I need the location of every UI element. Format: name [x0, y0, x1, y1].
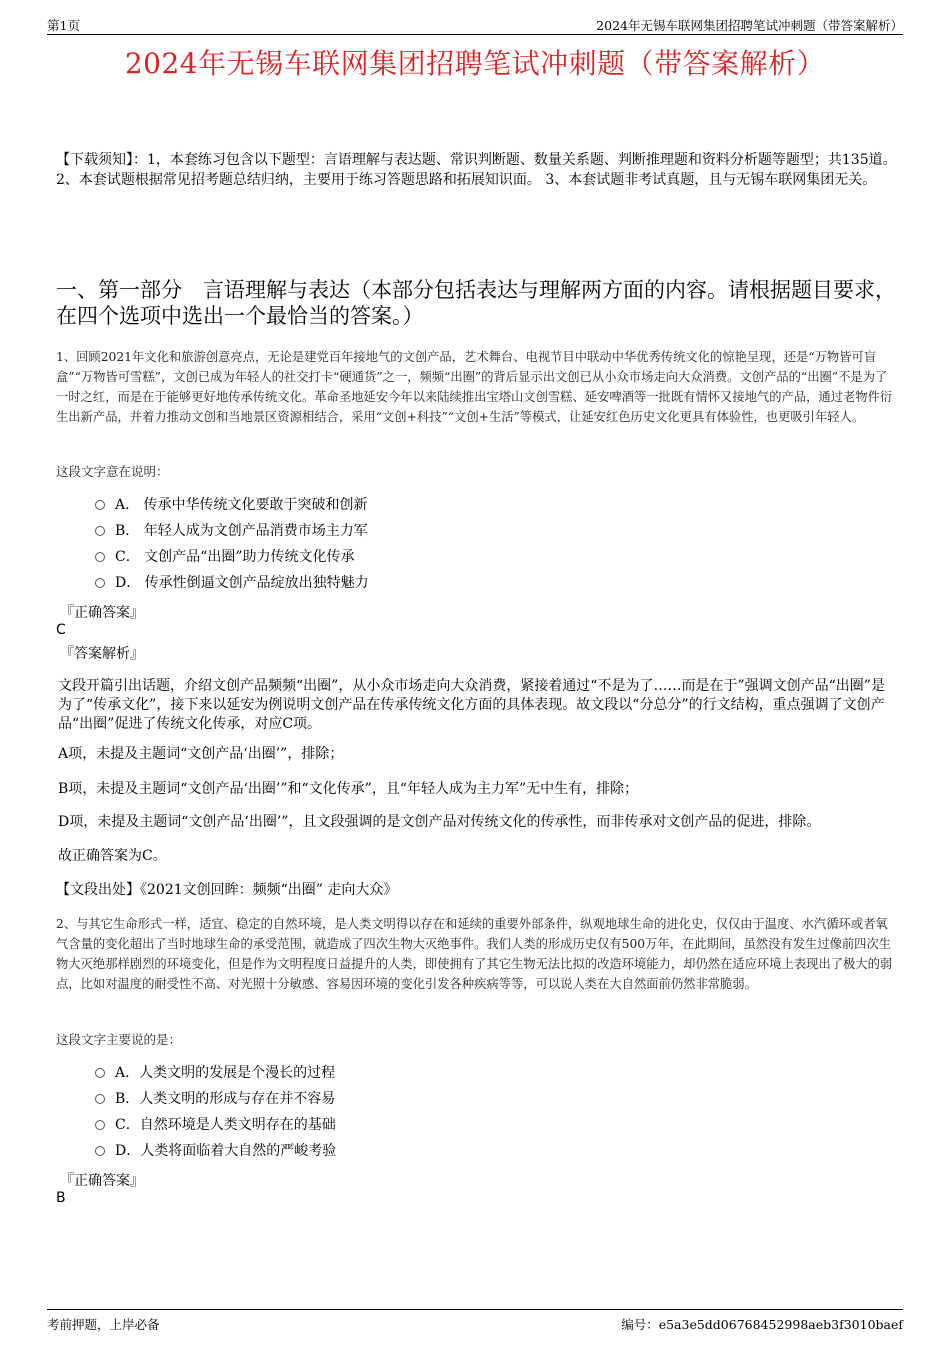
q2-answer: B [56, 1190, 66, 1206]
q1-option-a[interactable]: A． 传承中华传统文化要敢于突破和创新 [95, 494, 368, 516]
q1-analysis-d: D项，未提及主题词“文创产品‘出圈’”，且文段强调的是文创产品对传统文化的传承性，而非传承对文创产品的促进，排除。 [58, 814, 821, 830]
q1-analysis-b: B项，未提及主题词“文创产品‘出圈’”和“文化传承”，且“年轻人成为主力军”无中生有，排除； [58, 781, 639, 797]
section-heading: 一、第一部分 言语理解与表达（本部分包括表达与理解两方面的内容。请根据题目要求，在四个选项中选出一个最恰当的答案。） [56, 278, 896, 328]
radio-icon[interactable] [95, 526, 105, 536]
q1-analysis-conclusion: 故正确答案为C。 [58, 848, 167, 864]
q1-analysis-paragraph: 文段开篇引出话题，介绍文创产品频频“出圈”，从小众市场走向大众消费，紧接着通过“不是为了……而是在于”强调文创产品“出圈”是为了“传承文化”，接下来以延安为例说明文创产品在传承传统文化方面的具体表现。故文段以“分总分”的行文结构，重点强调了文创产品“出圈”促进了传统文化传承，对应C项。 [58, 678, 885, 732]
q1-analysis-label: 『答案解析』 [60, 646, 144, 662]
page-footer [47, 1309, 903, 1338]
q1-answer: C [56, 622, 66, 638]
radio-icon[interactable] [95, 500, 105, 510]
header-doc-title: 2024年无锡车联网集团招聘笔试冲刺题（带答案解析） [596, 18, 903, 33]
document-title: 2024年无锡车联网集团招聘笔试冲刺题（带答案解析） [124, 47, 826, 80]
q2-option-b[interactable]: B．人类文明的形成与存在并不容易 [95, 1088, 335, 1110]
radio-icon[interactable] [95, 578, 105, 588]
q2-option-c[interactable]: C．自然环境是人类文明存在的基础 [95, 1114, 336, 1136]
footer-slogan: 考前押题，上岸必备 [47, 1317, 160, 1332]
page-number: 第1页 [47, 18, 80, 33]
q1-answer-label: 『正确答案』 [60, 605, 144, 621]
q2-answer-label: 『正确答案』 [60, 1173, 144, 1189]
radio-icon[interactable] [95, 1146, 105, 1156]
radio-icon[interactable] [95, 1120, 105, 1130]
q1-source: 【文段出处】《2021文创回眸：频频“出圈” 走向大众》 [56, 882, 398, 898]
download-notice: 【下载须知】：1，本套练习包含以下题型：言语理解与表达题、常识判断题、数量关系题、判断推理题和资料分析题等题型；共135道。 2、本套试题根据常见招考题总结归纳，主要用于练习答题思路和拓展知识面。 3、本套试题非考试真题，且与无锡车联网集团无关。 [56, 152, 897, 188]
radio-icon[interactable] [95, 1094, 105, 1104]
q2-option-d[interactable]: D．人类将面临着大自然的严峻考验 [95, 1140, 336, 1162]
question-2-prompt: 这段文字主要说的是： [56, 1032, 182, 1047]
question-1-text: 1、回顾2021年文化和旅游创意亮点，无论是建党百年接地气的文创产品，艺术舞台、电视节目中联动中华优秀传统文化的惊艳呈现，还是“万物皆可盲盒”“万物皆可雪糕”，文创已成为年轻人的社交打卡“硬通货”之一，频频“出圈”的背后显示出文创已从小众市场走向大众消费。文创产品的“出圈”不是为了一时之红，而是在于能够更好地传承传统文化。革命圣地延安今年以来陆续推出宝塔山文创雪糕、延安啤酒等一批既有情怀又接地气的产品，通过老物件衍生出新产品，并着力推动文创和当地景区资源相结合，采用“文创+科技”“文创+生活”等模式，让延安红色历史文化更具有体验性，也更吸引年轻人。 [56, 350, 893, 424]
radio-icon[interactable] [95, 552, 105, 562]
q1-option-c[interactable]: C． 文创产品“出圈”助力传统文化传承 [95, 546, 354, 568]
radio-icon[interactable] [95, 1068, 105, 1078]
question-1-prompt: 这段文字意在说明： [56, 464, 169, 479]
q1-analysis-a: A项，未提及主题词“文创产品‘出圈’”，排除； [58, 746, 344, 762]
footer-serial: 编号：e5a3e5dd06768452998aeb3f3010baef [621, 1317, 903, 1332]
question-2-text: 2、与其它生命形式一样，适宜、稳定的自然环境，是人类文明得以存在和延续的重要外部条件，纵观地球生命的进化史，仅仅由于温度、水汽循环或者氧气含量的变化超出了当时地球生命的承受范围，就造成了四次生物大灭绝事件。我们人类的形成历史仅有500万年，在此期间，虽然没有发生过像前四次生物大灭绝那样剧烈的环境变化，但是作为文明程度日益提升的人类，即使拥有了其它生物无法比拟的改造环境能力，却仍然在适应环境上表现出了极大的弱点，比如对温度的耐受性不高、对光照十分敏感、容易因环境的变化引发各种疾病等等，可以说人类在大自然面前仍然非常脆弱。 [56, 917, 893, 991]
q2-option-a[interactable]: A．人类文明的发展是个漫长的过程 [95, 1062, 335, 1084]
page-header [47, 14, 903, 35]
q1-option-b[interactable]: B． 年轻人成为文创产品消费市场主力军 [95, 520, 368, 542]
q1-option-d[interactable]: D． 传承性倒逼文创产品绽放出独特魅力 [95, 572, 369, 594]
